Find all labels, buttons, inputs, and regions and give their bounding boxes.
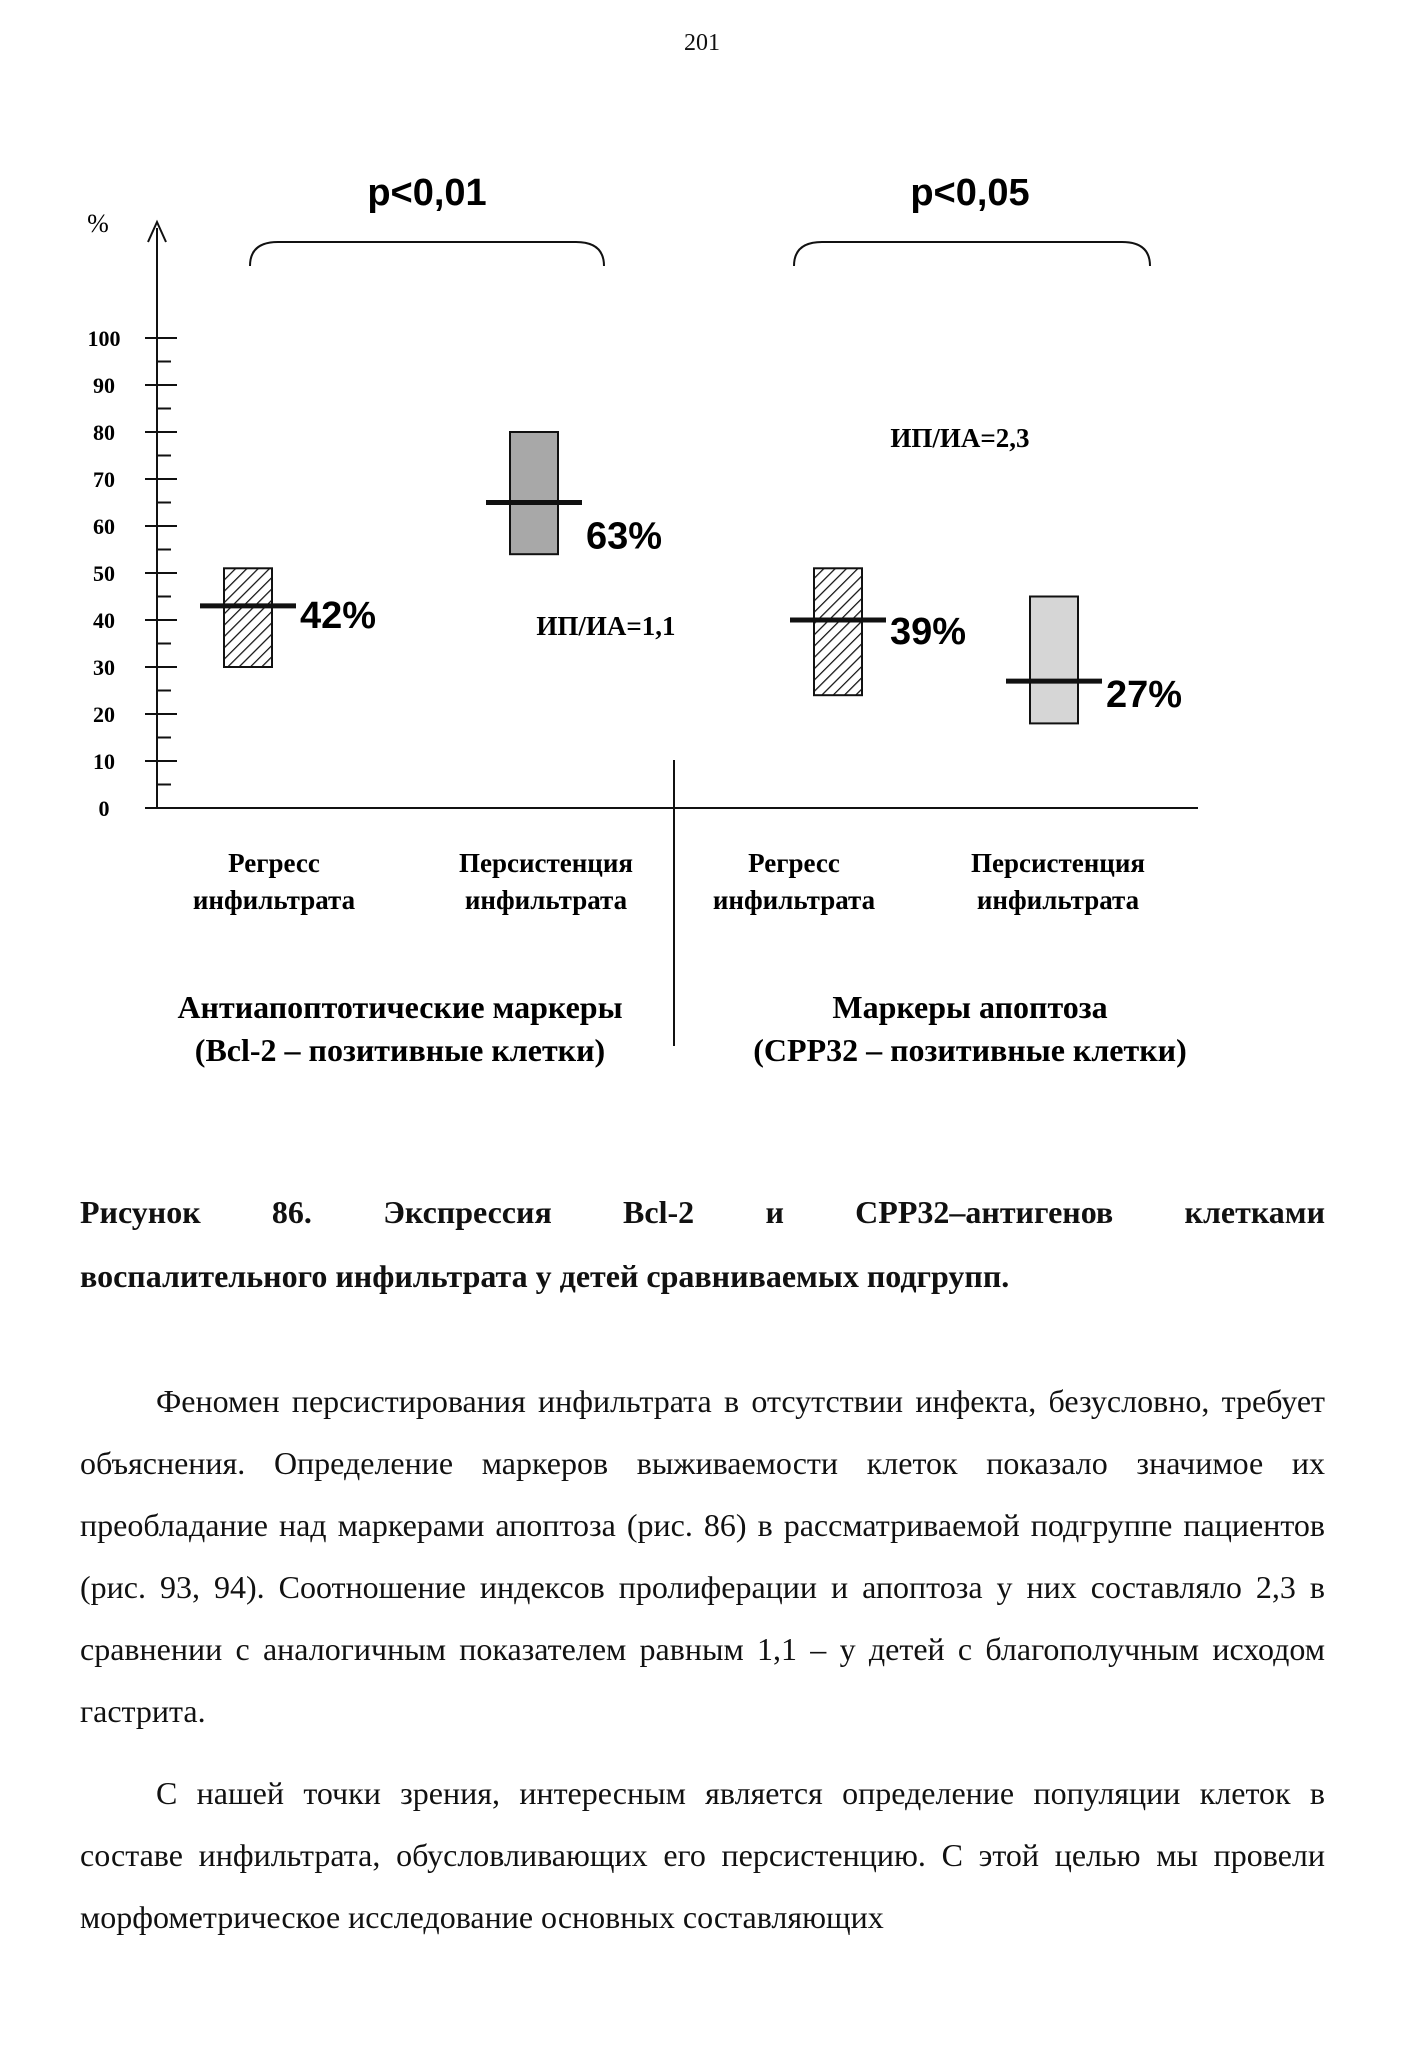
group-title: (СРР32 – позитивные клетки) [753,1032,1187,1068]
median-label: 39% [890,611,967,653]
ratio-label-cpp32: ИП/ИА=2,3 [890,423,1030,453]
category-label: инфильтрата [192,885,356,915]
y-tick-label: 70 [93,467,115,492]
figure-caption [80,1180,1325,1308]
box-regress-cpp32 [814,568,862,695]
significance-bracket [794,242,1150,266]
p-value-label: p<0,01 [367,172,487,214]
category-label: Регресс [228,848,320,878]
median-label: 42% [300,594,377,637]
ratio-label-bcl2: ИП/ИА=1,1 [536,611,676,641]
group-title: (Bcl-2 – позитивные клетки) [194,1032,606,1068]
y-tick-label: 90 [93,373,115,398]
box-persist-cpp32 [1030,597,1078,724]
category-label: инфильтрата [464,885,628,915]
box-regress-bcl2 [224,568,272,667]
category-label: инфильтрата [976,885,1140,915]
y-tick-label: 20 [93,702,115,727]
body-text [80,1370,1325,1968]
category-label: инфильтрата [712,885,876,915]
y-tick-label: 60 [93,514,115,539]
significance-bracket [250,242,604,266]
p-value-label: p<0,05 [910,172,1030,214]
y-tick-label: 10 [93,749,115,774]
box-persist-bcl2 [510,432,558,554]
caption-line-2: воспалительного инфильтрата у детей сравниваемых подгрупп. [80,1258,1010,1294]
y-tick-label: 30 [93,655,115,680]
group-title: Антиапоптотические маркеры [177,989,623,1025]
median-label: 63% [586,515,663,558]
caption-line-1: Рисунок 86. Экспрессия Bcl-2 и СРР32–антигенов клетками [80,1194,1325,1230]
paragraph-1: Феномен персистирования инфильтрата в отсутствии инфекта, безусловно, требует объяснения. Определение маркеров выживаемости клеток показало значимое их преобладание над маркерами апоптоза (рис. 86) в рассматриваемой подгруппе пациентов (рис. 93, 94). Соотношение индексов пролиферации и апоптоза у них составляло 2,3 в сравнении с аналогичным показателем равным 1,1 – у детей с благополучным исходом гастрита. [80,1383,1325,1729]
median-label: 27% [1106,674,1183,717]
y-tick-label: 50 [93,561,115,586]
category-label: Персистенция [970,848,1146,878]
paragraph-2: С нашей точки зрения, интересным является определение популяции клеток в составе инфильтрата, обусловливающих его персистенцию. С этой целью мы провели морфометрическое исследование основных составляющих [80,1775,1325,1935]
category-label: Персистенция [458,848,634,878]
y-tick-label: 100 [87,326,121,351]
y-axis-label: % [87,209,109,238]
y-tick-label: 0 [98,796,110,821]
group-title: Маркеры апоптоза [832,989,1108,1025]
y-tick-label: 80 [93,420,115,445]
page-number: 201 [684,30,720,56]
category-label: Регресс [748,848,840,878]
y-tick-label: 40 [93,608,115,633]
